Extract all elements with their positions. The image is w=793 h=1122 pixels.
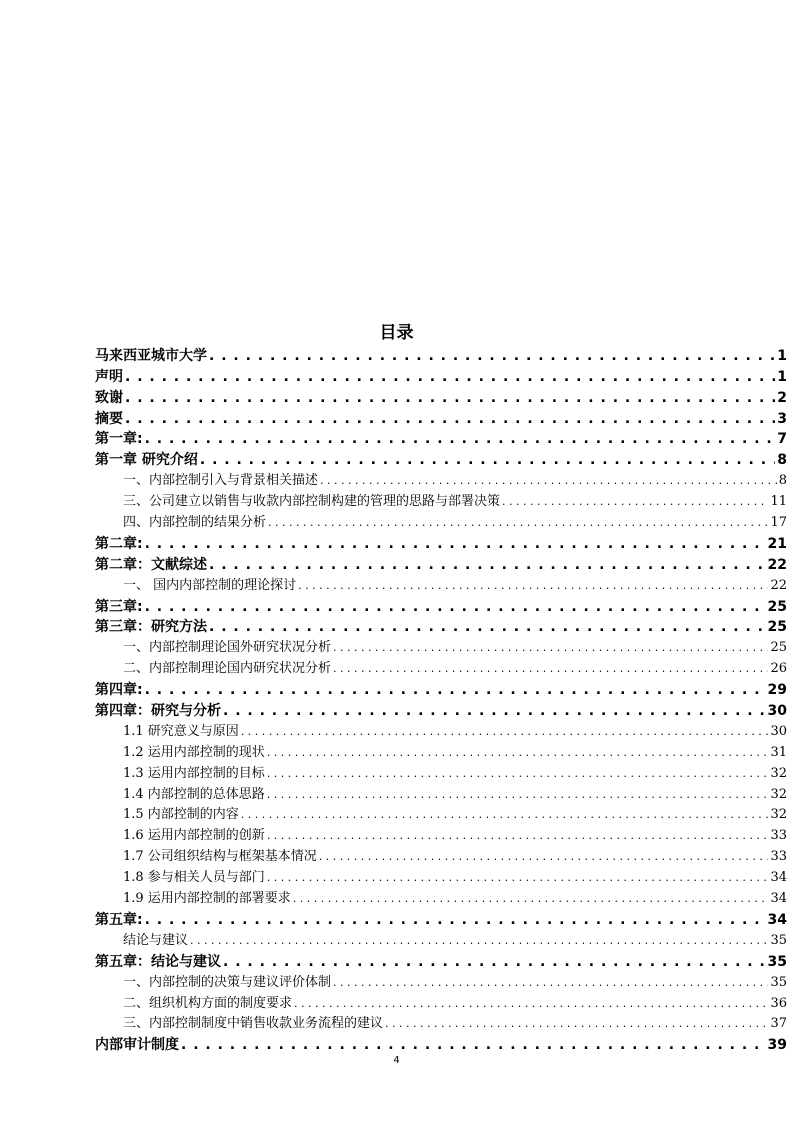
toc-chapter-entry[interactable] [95,386,787,407]
toc-entry-page: 39 [767,1037,787,1054]
toc-entry-text: 第四章：研究与分析 [95,703,221,720]
toc-entry-text: 二、内部控制理论国内研究状况分析 [123,661,332,677]
toc-entry-page: 1 [777,347,787,364]
toc-section-entry[interactable] [95,574,787,595]
toc-chapter-entry[interactable] [95,448,787,469]
toc-dot-leader [267,786,769,804]
toc-chapter-entry[interactable] [95,365,787,386]
toc-section-entry[interactable] [95,1013,787,1034]
toc-entry-page: 3 [777,410,787,427]
toc-section-entry[interactable] [95,490,787,511]
toc-entry-page: 1 [777,368,787,385]
toc-section-entry[interactable] [95,762,787,783]
toc-entry-text: 1.6 运用内部控制的创新 [123,828,265,844]
toc-entry-text: 1.7 公司组织结构与框架基本情况 [123,849,317,865]
toc-entry-text: 声明 [95,368,123,385]
toc-section-entry[interactable] [95,783,787,804]
toc-chapter-entry[interactable] [95,908,787,929]
toc-entry-page: 8 [777,452,787,469]
toc-dot-leader [320,472,777,490]
toc-entry-page: 34 [767,911,787,928]
toc-section-entry[interactable] [95,971,787,992]
toc-entry-text: 一、内部控制的决策与建议评价体制 [123,974,332,990]
toc-dot-leader [145,430,776,448]
toc-entry-page: 34 [770,870,787,886]
toc-entry-page: 11 [770,494,787,510]
toc-section-entry[interactable] [95,511,787,532]
toc-dot-leader [223,953,766,971]
toc-dot-leader [319,848,769,866]
toc-chapter-entry[interactable] [95,678,787,699]
toc-entry-text: 第五章: [95,911,143,928]
toc-entry-page: 32 [770,765,787,781]
toc-entry-text: 1.3 运用内部控制的目标 [123,765,265,781]
toc-dot-leader [200,451,775,469]
toc-chapter-entry[interactable] [95,428,787,449]
toc-chapter-entry[interactable] [95,616,787,637]
toc-entry-page: 33 [770,828,787,844]
toc-title: 目录 [379,323,414,343]
toc-entry-page: 32 [770,807,787,823]
toc-dot-leader [293,890,769,908]
toc-section-entry[interactable] [95,469,787,490]
toc-entry-page: 33 [770,849,787,865]
toc-dot-leader [502,493,768,511]
toc-entry-text: 第三章：研究方法 [95,619,207,636]
toc-entry-text: 第二章: [95,535,143,552]
toc-dot-leader [125,389,775,407]
toc-entry-text: 一、内部控制引入与背景相关描述 [123,473,319,489]
toc-entry-page: 34 [770,891,787,907]
toc-entry-text: 第二章：文献综述 [95,556,207,573]
toc-dot-leader [333,660,768,678]
toc-section-entry[interactable] [95,929,787,950]
toc-dot-leader [209,347,775,365]
toc-entry-text: 第三章: [95,598,143,615]
toc-dot-leader [241,806,769,824]
toc-chapter-entry[interactable] [95,407,787,428]
table-of-contents [95,344,787,1054]
toc-section-entry[interactable] [95,866,787,887]
toc-section-entry[interactable] [95,741,787,762]
toc-chapter-entry[interactable] [95,1033,787,1054]
toc-dot-leader [267,744,769,762]
toc-dot-leader [385,1015,768,1033]
toc-entry-text: 1.2 运用内部控制的现状 [123,744,265,760]
toc-entry-text: 1.1 研究意义与原因 [123,723,239,739]
toc-entry-page: 26 [770,661,787,677]
toc-dot-leader [333,639,768,657]
toc-dot-leader [267,869,769,887]
toc-entry-text: 二、组织机构方面的制度要求 [123,995,293,1011]
toc-dot-leader [145,598,766,616]
toc-entry-page: 17 [770,515,787,531]
page-number: 4 [393,1055,400,1066]
toc-dot-leader [294,995,768,1013]
toc-dot-leader [190,932,768,950]
toc-chapter-entry[interactable] [95,344,787,365]
toc-section-entry[interactable] [95,845,787,866]
toc-chapter-entry[interactable] [95,595,787,616]
toc-entry-page: 30 [770,723,787,739]
toc-entry-page: 22 [770,577,787,593]
toc-entry-page: 35 [770,932,787,948]
toc-dot-leader [145,911,766,929]
toc-dot-leader [125,410,775,428]
toc-entry-text: 致谢 [95,389,123,406]
toc-section-entry[interactable] [95,657,787,678]
toc-entry-page: 21 [767,535,787,552]
toc-entry-text: 结论与建议 [123,932,189,948]
toc-dot-leader [333,974,768,992]
toc-entry-page: 31 [770,744,787,760]
toc-entry-text: 马来西亚城市大学 [95,347,207,364]
toc-section-entry[interactable] [95,636,787,657]
toc-dot-leader [223,702,766,720]
toc-entry-page: 7 [777,431,787,448]
toc-section-entry[interactable] [95,804,787,825]
toc-entry-page: 2 [777,389,787,406]
toc-dot-leader [145,535,766,553]
toc-entry-page: 8 [778,473,787,489]
toc-entry-text: 1.8 参与相关人员与部门 [123,870,265,886]
toc-entry-page: 32 [770,786,787,802]
toc-section-entry[interactable] [95,992,787,1013]
toc-section-entry[interactable] [95,887,787,908]
toc-entry-text: 第一章: [95,431,143,448]
toc-dot-leader [267,827,769,845]
toc-entry-text: 一、 国内内部控制的理论探讨 [123,577,297,593]
toc-chapter-entry[interactable] [95,699,787,720]
toc-entry-text: 第一章 研究介绍 [95,452,198,469]
toc-dot-leader [268,514,768,532]
toc-entry-page: 30 [767,703,787,720]
toc-section-entry[interactable] [95,824,787,845]
toc-entry-text: 1.5 内部控制的内容 [123,807,239,823]
toc-entry-text: 第四章: [95,682,143,699]
toc-dot-leader [125,368,775,386]
toc-dot-leader [209,556,766,574]
toc-dot-leader [209,618,766,636]
toc-entry-page: 36 [770,995,787,1011]
toc-entry-page: 37 [770,1016,787,1032]
toc-entry-page: 25 [767,598,787,615]
toc-entry-page: 35 [767,953,787,970]
toc-chapter-entry[interactable] [95,532,787,553]
toc-entry-text: 第五章：结论与建议 [95,953,221,970]
toc-entry-text: 摘要 [95,410,123,427]
toc-section-entry[interactable] [95,720,787,741]
toc-entry-text: 四、内部控制的结果分析 [123,515,267,531]
toc-entry-text: 三、内部控制制度中销售收款业务流程的建议 [123,1016,384,1032]
toc-entry-text: 内部审计制度 [95,1037,179,1054]
toc-entry-page: 22 [767,556,787,573]
toc-entry-page: 25 [770,640,787,656]
toc-entry-page: 25 [767,619,787,636]
toc-entry-text: 1.9 运用内部控制的部署要求 [123,891,291,907]
toc-entry-text: 一、内部控制理论国外研究状况分析 [123,640,332,656]
toc-entry-text: 1.4 内部控制的总体思路 [123,786,265,802]
toc-dot-leader [181,1036,766,1054]
toc-dot-leader [145,681,766,699]
toc-entry-page: 29 [767,682,787,699]
toc-chapter-entry[interactable] [95,950,787,971]
toc-dot-leader [267,765,769,783]
toc-dot-leader [241,723,769,741]
toc-dot-leader [298,577,768,595]
toc-entry-text: 三、公司建立以销售与收款内部控制构建的管理的思路与部署决策 [123,494,501,510]
toc-chapter-entry[interactable] [95,553,787,574]
toc-entry-page: 35 [770,974,787,990]
